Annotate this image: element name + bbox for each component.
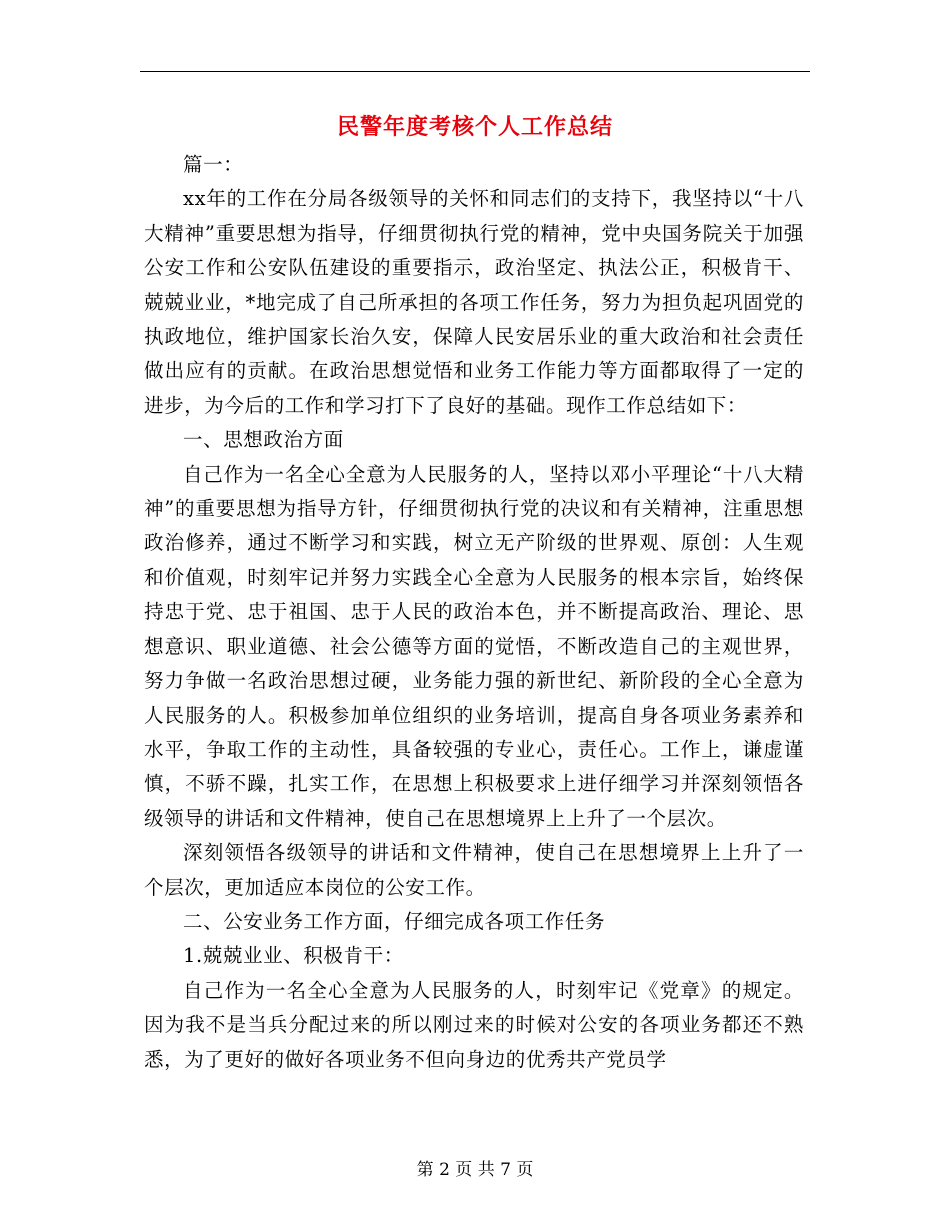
body-paragraph: 自己作为一名全心全意为人民服务的人，坚持以邓小平理论“十八大精神”的重要思想为指导方针，仔细贯彻执行党的决议和有关精神，注重思想政治修养，通过不断学习和实践，树立无产阶级的世界观、原创：人生观和价值观，时刻牢记并努力实践全心全意为人民服务的根本宗旨，始终保持忠于党、忠于祖国、忠于人民的政治本色，并不断提高政治、理论、思想意识、职业道德、社会公德等方面的觉悟，不断改造自己的主观世界，努力争做一名政治思想过硬，业务能力强的新世纪、新阶段的全心全意为人民服务的人。积极参加单位组织的业务培训，提高自身各项业务素养和水平，争取工作的主动性，具备较强的专业心，责任心。工作上，谦虚谨慎，不骄不躁，扎实工作，在思想上积极要求上进仔细学习并深刻领悟各级领导的讲话和文件精神，使自己在思想境界上上升了一个层次。 [144, 462, 804, 830]
document-title: 民警年度考核个人工作总结 [336, 115, 613, 140]
page-number: 第 2 页 共 7 页 [416, 1160, 534, 1180]
body-paragraph: xx年的工作在分局各级领导的关怀和同志们的支持下，我坚持以“十八大精神”重要思想为指导，仔细贯彻执行党的精神，党中央国务院关于加强公安工作和公安队伍建设的重要指示，政治坚定、执法公正，积极肯干、兢兢业业，*地完成了自己所承担的各项工作任务，努力为担负起巩固党的执政地位，维护国家长治久安，保障人民安居乐业的重大政治和社会责任做出应有的贡献。在政治思想觉悟和业务工作能力等方面都取得了一定的进步，为今后的工作和学习打下了良好的基础。现作工作总结如下： [144, 187, 804, 417]
section-heading: 二、公安业务工作方面，仔细完成各项工作任务 [183, 909, 606, 933]
header-rule [140, 71, 810, 72]
document-body [144, 148, 804, 1077]
body-paragraph: 自己作为一名全心全意为人民服务的人，时刻牢记《党章》的规定。因为我不是当兵分配过来的所以刚过来的时候对公安的各项业务都还不熟悉，为了更好的做好各项业务不但向身边的优秀共产党员学 [144, 978, 804, 1071]
section-label: 篇一： [183, 153, 244, 176]
body-paragraph: 深刻领悟各级领导的讲话和文件精神，使自己在思想境界上上升了一个层次，更加适应本岗位的公安工作。 [144, 841, 804, 899]
section-heading: 一、思想政治方面 [183, 428, 344, 452]
subsection-heading: 1.兢兢业业、积极肯干： [183, 944, 404, 968]
